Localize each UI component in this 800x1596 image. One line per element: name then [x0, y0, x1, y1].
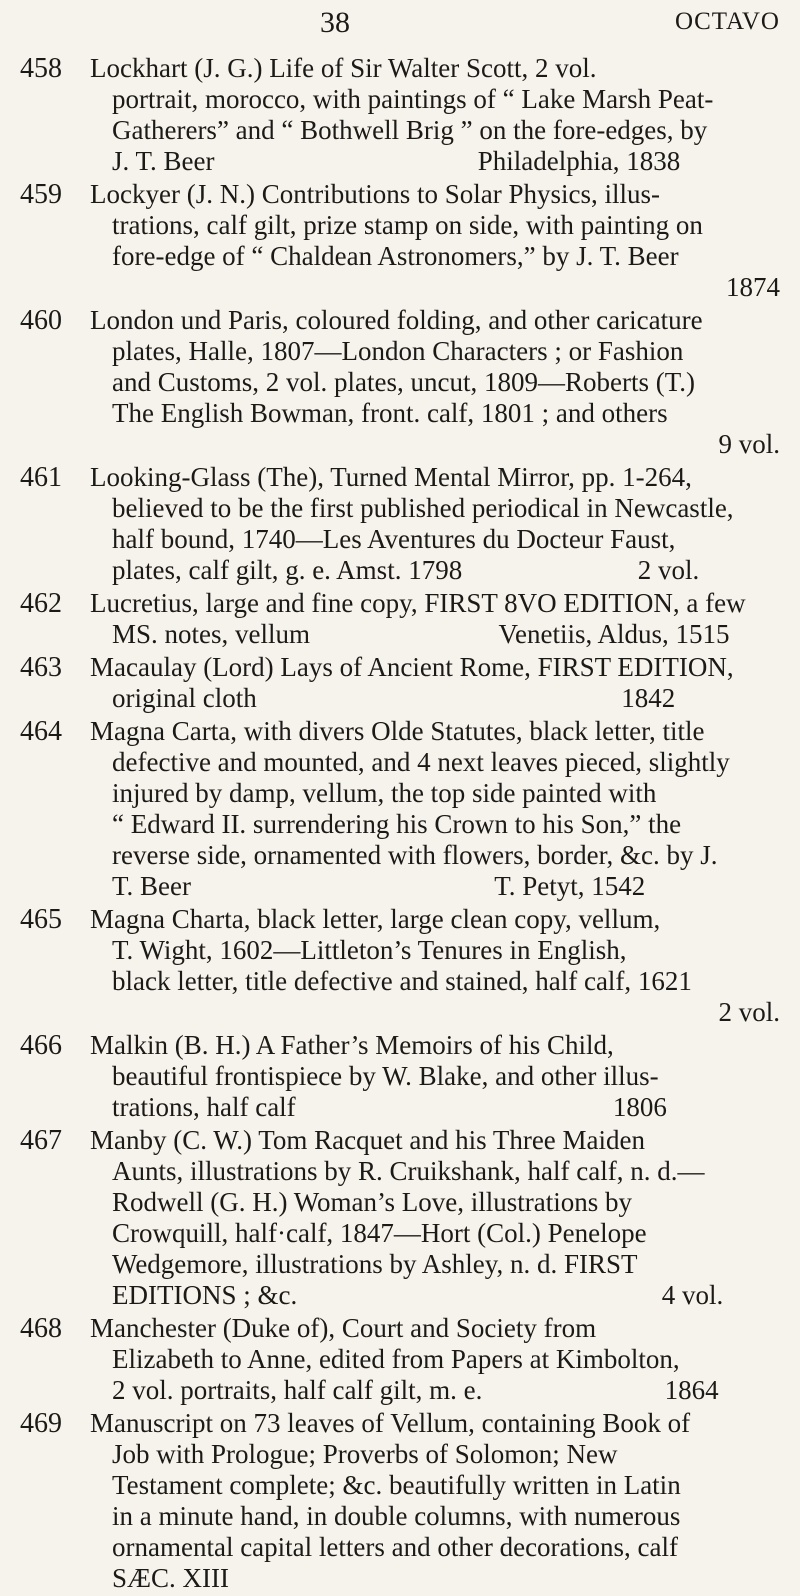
lot-number: 458	[20, 53, 62, 84]
catalogue-entry	[0, 305, 800, 460]
catalogue-entry	[0, 652, 800, 714]
entry-line: black letter, title defective and stained, half calf, 1621	[112, 966, 692, 996]
lot-number: 459	[20, 179, 62, 210]
entry-text	[90, 462, 780, 586]
entry-line: portrait, morocco, with paintings of “ Lake Marsh Peat-	[112, 84, 714, 114]
entry-text	[90, 588, 780, 650]
entry-line: plates, Halle, 1807—London Characters ; or Fashion	[112, 336, 684, 366]
entry-line: London und Paris, coloured folding, and other caricature	[90, 305, 703, 335]
catalogue-entry	[0, 462, 800, 586]
entry-line: ornamental capital letters and other decorations, calf	[112, 1532, 678, 1562]
entry-line: 9 vol.	[718, 429, 780, 459]
entry-line: in a minute hand, in double columns, with numerous	[112, 1501, 681, 1531]
catalogue-entry	[0, 904, 800, 1028]
entry-text	[90, 179, 780, 303]
entry-line: Looking-Glass (The), Turned Mental Mirror, pp. 1-264,	[90, 462, 692, 492]
entry-line: MS. notes, vellum Venetiis, Aldus, 1515	[112, 619, 730, 649]
entry-text	[90, 716, 780, 902]
entry-line: Lucretius, large and fine copy, FIRST 8VO EDITION, a few	[90, 588, 746, 618]
catalogue-entry	[0, 1030, 800, 1123]
entry-line: “ Edward II. surrendering his Crown to his Son,” the	[112, 809, 682, 839]
lot-number: 468	[20, 1313, 62, 1344]
entry-line: Macaulay (Lord) Lays of Ancient Rome, FIRST EDITION,	[90, 652, 734, 682]
entry-line: 1874	[726, 272, 780, 302]
entry-line: and Customs, 2 vol. plates, uncut, 1809—Roberts (T.)	[112, 367, 695, 397]
lot-number: 460	[20, 305, 62, 336]
lot-number: 462	[20, 588, 62, 619]
catalogue-entry	[0, 53, 800, 177]
entry-line: EDITIONS ; &c. 4 vol.	[112, 1280, 724, 1310]
catalogue-entries	[0, 53, 800, 1596]
entry-line: Malkin (B. H.) A Father’s Memoirs of his Child,	[90, 1030, 614, 1060]
catalogue-entry	[0, 179, 800, 303]
lot-number: 461	[20, 462, 62, 493]
entry-line: 2 vol.	[718, 997, 780, 1027]
section-title: OCTAVO	[675, 8, 780, 35]
entry-line: T. Beer T. Petyt, 1542	[112, 871, 646, 901]
catalogue-entry	[0, 1408, 800, 1594]
entry-line: defective and mounted, and 4 next leaves pieced, slightly	[112, 747, 730, 777]
entry-line: Wedgemore, illustrations by Ashley, n. d. FIRST	[112, 1249, 638, 1279]
entry-text	[90, 1408, 780, 1594]
entry-line: Testament complete; &c. beautifully written in Latin	[112, 1470, 681, 1500]
entry-line: Job with Prologue; Proverbs of Solomon; New	[112, 1439, 618, 1469]
entry-text	[90, 53, 780, 177]
lot-number: 469	[20, 1408, 62, 1439]
entry-line: J. T. Beer Philadelphia, 1838	[112, 146, 681, 176]
entry-line: 2 vol. portraits, half calf gilt, m. e. 1864	[112, 1375, 719, 1405]
entry-line: Lockyer (J. N.) Contributions to Solar Physics, illus-	[90, 179, 660, 209]
entry-line: injured by damp, vellum, the top side painted with	[112, 778, 657, 808]
entry-line: Manuscript on 73 leaves of Vellum, containing Book of	[90, 1408, 691, 1438]
entry-line: Magna Charta, black letter, large clean copy, vellum,	[90, 904, 661, 934]
entry-text	[90, 305, 780, 460]
entry-line: original cloth 1842	[112, 683, 676, 713]
entry-line: beautiful frontispiece by W. Blake, and other illus-	[112, 1061, 659, 1091]
entry-line: Elizabeth to Anne, edited from Papers at Kimbolton,	[112, 1344, 680, 1374]
entry-line: trations, half calf 1806	[112, 1092, 667, 1122]
entry-line: Rodwell (G. H.) Woman’s Love, illustrations by	[112, 1187, 633, 1217]
page-number: 38	[320, 6, 350, 39]
entry-line: believed to be the first published periodical in Newcastle,	[112, 493, 734, 523]
lot-number: 464	[20, 716, 62, 747]
catalogue-entry	[0, 1125, 800, 1311]
entry-line: Manby (C. W.) Tom Racquet and his Three Maiden	[90, 1125, 646, 1155]
catalogue-entry	[0, 716, 800, 902]
entry-line: Magna Carta, with divers Olde Statutes, black letter, title	[90, 716, 705, 746]
entry-line: reverse side, ornamented with flowers, border, &c. by J.	[112, 840, 718, 870]
entry-line: The English Bowman, front. calf, 1801 ; and others	[112, 398, 668, 428]
entry-line: fore-edge of “ Chaldean Astronomers,” by J. T. Beer	[112, 241, 679, 271]
entry-text	[90, 1125, 780, 1311]
lot-number: 466	[20, 1030, 62, 1061]
entry-text	[90, 1030, 780, 1123]
entry-text	[90, 652, 780, 714]
entry-line: Lockhart (J. G.) Life of Sir Walter Scott, 2 vol.	[90, 53, 597, 83]
catalogue-entry	[0, 588, 800, 650]
entry-line: half bound, 1740—Les Aventures du Docteur Faust,	[112, 524, 676, 554]
page-header	[0, 6, 800, 46]
entry-line: Gatherers” and “ Bothwell Brig ” on the fore-edges, by	[112, 115, 708, 145]
entry-text	[90, 904, 780, 1028]
entry-line: plates, calf gilt, g. e. Amst. 1798 2 vol.	[112, 555, 700, 585]
entry-line: trations, calf gilt, prize stamp on side, with painting on	[112, 210, 703, 240]
entry-line: Manchester (Duke of), Court and Society from	[90, 1313, 597, 1343]
lot-number: 465	[20, 904, 62, 935]
entry-line: T. Wight, 1602—Littleton’s Tenures in English,	[112, 935, 627, 965]
entry-line: SÆC. XIII	[112, 1563, 230, 1593]
lot-number: 467	[20, 1125, 62, 1156]
entry-line: Crowquill, half·calf, 1847—Hort (Col.) Penelope	[112, 1218, 647, 1248]
entry-line: Aunts, illustrations by R. Cruikshank, half calf, n. d.—	[112, 1156, 705, 1186]
lot-number: 463	[20, 652, 62, 683]
